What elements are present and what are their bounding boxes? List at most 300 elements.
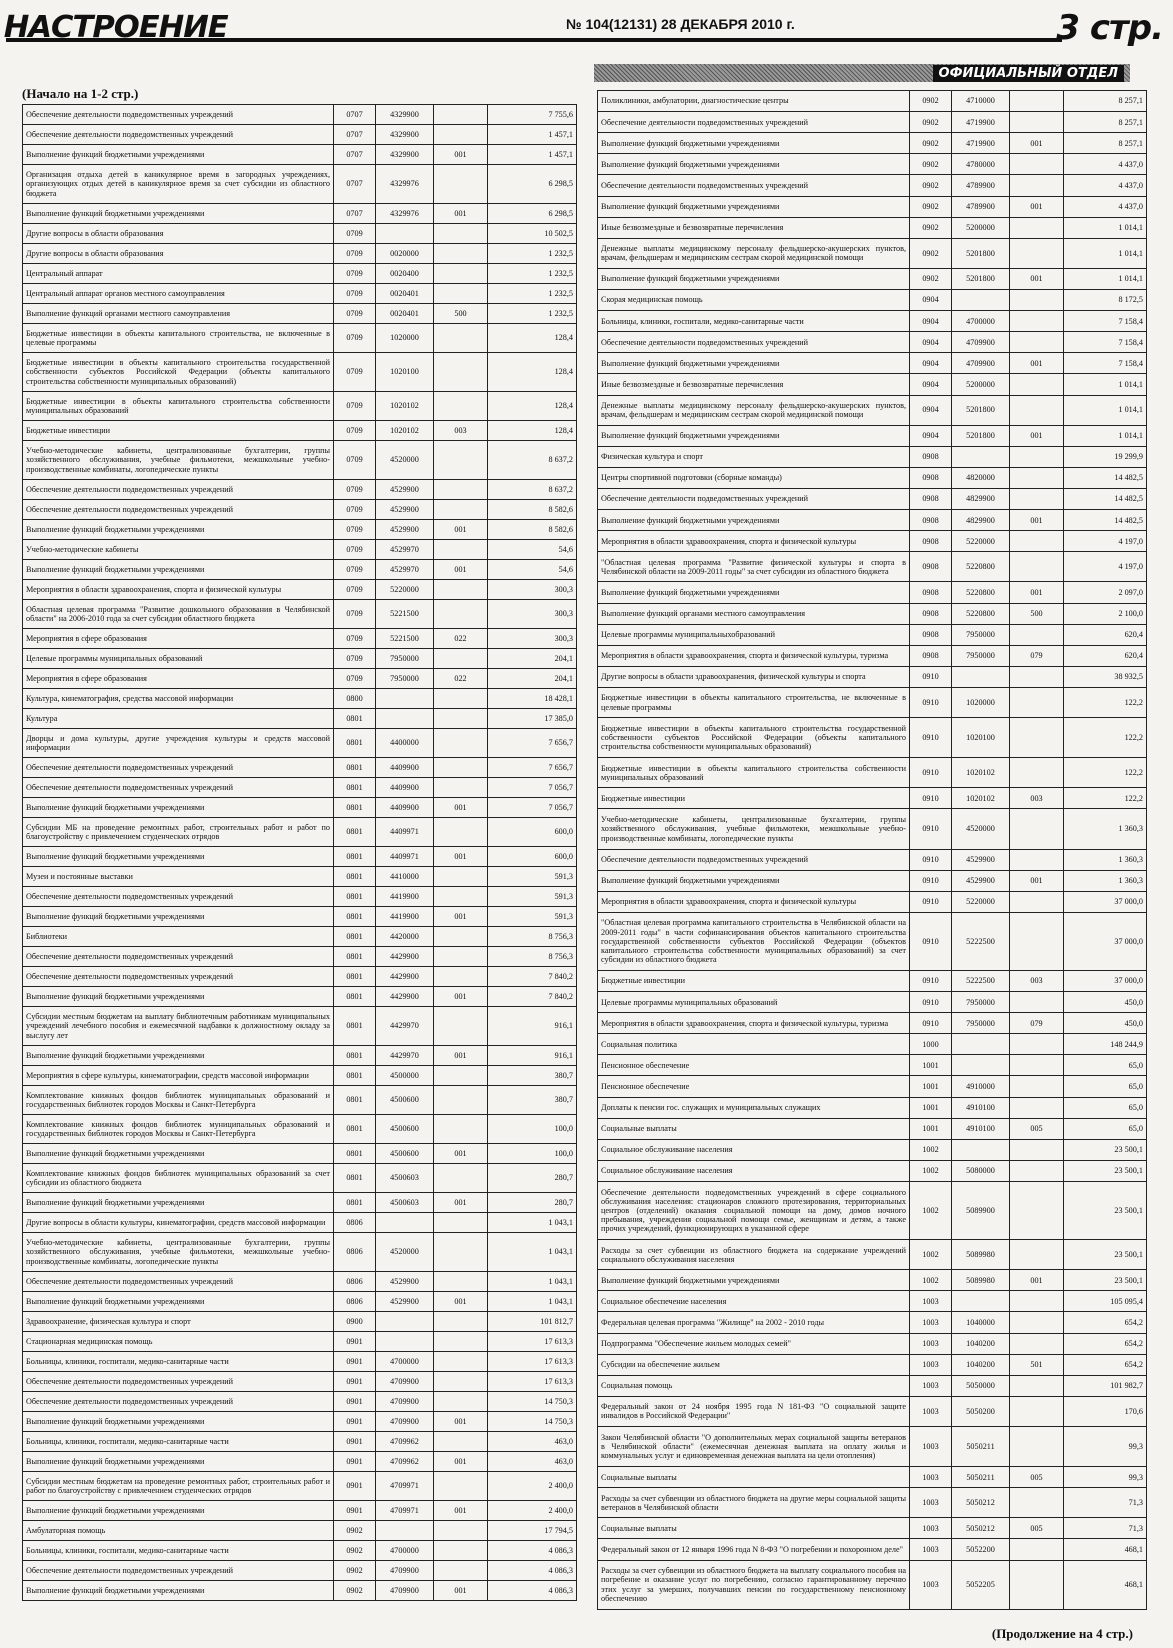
- target-article: 4700000: [952, 311, 1010, 332]
- item-name: Бюджетные инвестиции: [23, 421, 334, 441]
- section-code: 0910: [910, 788, 952, 809]
- target-article: 5220000: [376, 580, 434, 600]
- expense-type: 005: [1010, 1467, 1064, 1488]
- item-name: Дворцы и дома культуры, другие учреждения культуры и средств массовой информации: [23, 729, 334, 758]
- section-code: 0806: [334, 1292, 376, 1312]
- table-row: [598, 1160, 1147, 1181]
- expense-type: [434, 441, 488, 480]
- expense-type: [434, 947, 488, 967]
- item-name: Выполнение функций бюджетными учреждениями: [23, 987, 334, 1007]
- amount: 7 755,6: [488, 105, 577, 125]
- target-article: 1020102: [952, 788, 1010, 809]
- item-name: Иные безвозмездные и безвозвратные перечисления: [598, 217, 910, 238]
- amount: 591,3: [488, 867, 577, 887]
- amount: 105 095,4: [1064, 1291, 1147, 1312]
- table-row: [598, 196, 1147, 217]
- target-article: 5200000: [952, 374, 1010, 395]
- amount: 7 840,2: [488, 987, 577, 1007]
- target-article: 4520000: [376, 441, 434, 480]
- table-row: [23, 1561, 577, 1581]
- target-article: 5080000: [952, 1160, 1010, 1181]
- budget-table-right: [597, 90, 1147, 1610]
- section-code: 0709: [334, 353, 376, 392]
- section-code: 0908: [910, 446, 952, 467]
- section-code: 0801: [334, 1046, 376, 1066]
- amount: 1 232,5: [488, 284, 577, 304]
- table-row: [598, 788, 1147, 809]
- amount: 6 298,5: [488, 204, 577, 224]
- table-row: [23, 1213, 577, 1233]
- table-row: [23, 1086, 577, 1115]
- expense-type: [434, 778, 488, 798]
- target-article: 4529970: [376, 540, 434, 560]
- target-article: 4409971: [376, 847, 434, 867]
- section-code: 0902: [910, 133, 952, 154]
- amount: 100,0: [488, 1115, 577, 1144]
- item-name: Больницы, клиники, госпитали, медико-санитарные части: [23, 1432, 334, 1452]
- amount: 4 197,0: [1064, 552, 1147, 582]
- expense-type: 501: [1010, 1354, 1064, 1375]
- expense-type: [434, 1561, 488, 1581]
- table-row: [598, 1312, 1147, 1333]
- expense-type: [1010, 332, 1064, 353]
- section-code: 0902: [910, 154, 952, 175]
- amount: 65,0: [1064, 1076, 1147, 1097]
- table-row: [23, 1332, 577, 1352]
- section-code: 0904: [910, 289, 952, 310]
- target-article: 4409900: [376, 778, 434, 798]
- amount: 463,0: [488, 1452, 577, 1472]
- table-row: [23, 500, 577, 520]
- target-article: 4329900: [376, 125, 434, 145]
- section-code: 0910: [910, 849, 952, 870]
- section-code: 1003: [910, 1354, 952, 1375]
- section-code: 0902: [910, 217, 952, 238]
- item-name: Обеспечение деятельности подведомственных учреждений: [23, 125, 334, 145]
- target-article: 1020100: [376, 353, 434, 392]
- section-code: 0709: [334, 392, 376, 421]
- expense-type: 003: [1010, 970, 1064, 991]
- item-name: Субсидии МБ на проведение ремонтных работ, строительных работ и работ по благоустройству с привлечением студенческих отрядов: [23, 818, 334, 847]
- table-row: [23, 1007, 577, 1046]
- item-name: Федеральный закон от 24 ноября 1995 года N 181-ФЗ "О социальной защите инвалидов в Российской Федерации": [598, 1396, 910, 1426]
- expense-type: [434, 887, 488, 907]
- table-row: [598, 970, 1147, 991]
- amount: 7 656,7: [488, 758, 577, 778]
- item-name: Обеспечение деятельности подведомственных учреждений в сфере социального обслуживания населения: стационаров сложного протезирования, территориальных центров (отделений) оказания социальной помощи на дому, домов ночного пребывания, учреждения социальной помощи семье, женщинам и детям, а также прочих учреждений, функционирующих в указанной сфере: [598, 1182, 910, 1240]
- item-name: Обеспечение деятельности подведомственных учреждений: [23, 887, 334, 907]
- budget-table-left-body: [23, 105, 577, 1601]
- item-name: Поликлиники, амбулатории, диагностические центры: [598, 91, 910, 112]
- amount: 468,1: [1064, 1539, 1147, 1560]
- amount: 65,0: [1064, 1118, 1147, 1139]
- target-article: 5221500: [376, 629, 434, 649]
- item-name: Мероприятия в сфере образования: [23, 629, 334, 649]
- table-row: [23, 867, 577, 887]
- section-code: 0801: [334, 1144, 376, 1164]
- expense-type: 005: [1010, 1118, 1064, 1139]
- section-code: 1003: [910, 1291, 952, 1312]
- section-code: 0709: [334, 480, 376, 500]
- amount: 122,2: [1064, 687, 1147, 717]
- target-article: 5201800: [952, 425, 1010, 446]
- amount: 18 428,1: [488, 689, 577, 709]
- section-code: 0707: [334, 165, 376, 204]
- target-article: 4500600: [376, 1115, 434, 1144]
- amount: 8 257,1: [1064, 112, 1147, 133]
- table-row: [23, 847, 577, 867]
- amount: 654,2: [1064, 1333, 1147, 1354]
- section-code: 0801: [334, 967, 376, 987]
- item-name: Скорая медицинская помощь: [598, 289, 910, 310]
- amount: 591,3: [488, 907, 577, 927]
- amount: 122,2: [1064, 758, 1147, 788]
- section-code: 0801: [334, 1164, 376, 1193]
- section-code: 0901: [334, 1472, 376, 1501]
- section-code: 0709: [334, 324, 376, 353]
- target-article: 4429900: [376, 967, 434, 987]
- target-article: 5200000: [952, 217, 1010, 238]
- target-article: 7950000: [952, 645, 1010, 666]
- expense-type: [1010, 666, 1064, 687]
- target-article: 4709900: [952, 332, 1010, 353]
- item-name: Выполнение функций бюджетными учреждениями: [598, 510, 910, 531]
- table-row: [598, 425, 1147, 446]
- section-code: 1003: [910, 1488, 952, 1518]
- item-name: Мероприятия в сфере образования: [23, 669, 334, 689]
- amount: 8 582,6: [488, 520, 577, 540]
- item-name: Выполнение функций бюджетными учреждениями: [598, 133, 910, 154]
- item-name: Областная целевая программа "Развитие дошкольного образования в Челябинской области" на 2006-2010 года за счет субсидии областного бюджета: [23, 600, 334, 629]
- amount: 23 500,1: [1064, 1139, 1147, 1160]
- amount: 14 750,3: [488, 1392, 577, 1412]
- expense-type: 001: [434, 520, 488, 540]
- target-article: 4910100: [952, 1097, 1010, 1118]
- amount: 14 482,5: [1064, 467, 1147, 488]
- item-name: Денежные выплаты медицинскому персоналу фельдшерско-акушерских пунктов, врачам, фельдшерам и медицинским сестрам скорой медицинской помощи: [598, 238, 910, 268]
- section-code: 0709: [334, 500, 376, 520]
- section-code: 0904: [910, 374, 952, 395]
- item-name: Федеральная целевая программа "Жилище" на 2002 - 2010 годы: [598, 1312, 910, 1333]
- item-name: Выполнение функций бюджетными учреждениями: [23, 204, 334, 224]
- item-name: Обеспечение деятельности подведомственных учреждений: [23, 1392, 334, 1412]
- section-code: 0801: [334, 987, 376, 1007]
- section-code: 0904: [910, 332, 952, 353]
- amount: 122,2: [1064, 718, 1147, 758]
- section-code: 1001: [910, 1055, 952, 1076]
- item-name: Организация отдыха детей в каникулярное время в загородных учреждениях, организующих отдых детей в каникулярное время за счет субсидии из областного бюджета: [23, 165, 334, 204]
- expense-type: [434, 1352, 488, 1372]
- expense-type: [1010, 395, 1064, 425]
- table-row: [598, 112, 1147, 133]
- item-name: Обеспечение деятельности подведомственных учреждений: [23, 500, 334, 520]
- amount: 1 014,1: [1064, 238, 1147, 268]
- table-row: [23, 987, 577, 1007]
- amount: 1 014,1: [1064, 425, 1147, 446]
- item-name: Пенсионное обеспечение: [598, 1076, 910, 1097]
- target-article: 4529900: [952, 849, 1010, 870]
- amount: 468,1: [1064, 1560, 1147, 1609]
- table-row: [23, 1432, 577, 1452]
- expense-type: 001: [434, 1581, 488, 1601]
- amount: 1 014,1: [1064, 374, 1147, 395]
- table-row: [23, 125, 577, 145]
- item-name: Целевые программы муниципальныхобразований: [598, 624, 910, 645]
- amount: 14 482,5: [1064, 488, 1147, 509]
- target-article: 5050212: [952, 1488, 1010, 1518]
- section-code: 0910: [910, 666, 952, 687]
- amount: 450,0: [1064, 1013, 1147, 1034]
- expense-type: [434, 1007, 488, 1046]
- amount: 7 158,4: [1064, 353, 1147, 374]
- item-name: Социальная помощь: [598, 1375, 910, 1396]
- table-row: [598, 1139, 1147, 1160]
- target-article: 4709900: [952, 353, 1010, 374]
- amount: 8 637,2: [488, 441, 577, 480]
- table-row: [598, 687, 1147, 717]
- amount: 54,6: [488, 540, 577, 560]
- target-article: 4520000: [952, 809, 1010, 849]
- table-row: [598, 718, 1147, 758]
- table-row: [23, 818, 577, 847]
- target-article: 4709962: [376, 1452, 434, 1472]
- section-code: 0801: [334, 887, 376, 907]
- table-row: [23, 778, 577, 798]
- section-code: 0801: [334, 709, 376, 729]
- amount: 128,4: [488, 353, 577, 392]
- table-row: [598, 238, 1147, 268]
- item-name: Иные безвозмездные и безвозвратные перечисления: [598, 374, 910, 395]
- item-name: Культура, кинематография, средства массовой информации: [23, 689, 334, 709]
- item-name: Музеи и постоянные выставки: [23, 867, 334, 887]
- target-article: 1020102: [376, 392, 434, 421]
- expense-type: 001: [434, 1452, 488, 1472]
- section-code: 0801: [334, 798, 376, 818]
- expense-type: 001: [1010, 582, 1064, 603]
- item-name: Обеспечение деятельности подведомственных учреждений: [598, 332, 910, 353]
- item-name: Выполнение функций органами местного самоуправления: [23, 304, 334, 324]
- expense-type: [434, 1541, 488, 1561]
- section-code: 0709: [334, 244, 376, 264]
- section-code: 0806: [334, 1213, 376, 1233]
- amount: 4 437,0: [1064, 154, 1147, 175]
- item-name: Учебно-методические кабинеты, централизованные бухгалтерии, группы хозяйственного обслуживания, учебные фильмотеки, межшкольные учебно-производственные комбинаты, логопедические пункты: [23, 1233, 334, 1272]
- amount: 10 502,5: [488, 224, 577, 244]
- amount: 100,0: [488, 1144, 577, 1164]
- section-code: 0908: [910, 582, 952, 603]
- section-code: 0707: [334, 125, 376, 145]
- amount: 300,3: [488, 600, 577, 629]
- expense-type: [434, 165, 488, 204]
- section-code: 0902: [910, 91, 952, 112]
- amount: 128,4: [488, 421, 577, 441]
- section-code: 1003: [910, 1396, 952, 1426]
- table-row: [598, 1539, 1147, 1560]
- expense-type: [434, 758, 488, 778]
- amount: 380,7: [488, 1086, 577, 1115]
- section-code: 1003: [910, 1518, 952, 1539]
- item-name: Обеспечение деятельности подведомственных учреждений: [23, 947, 334, 967]
- table-row: [598, 1055, 1147, 1076]
- amount: 8 172,5: [1064, 289, 1147, 310]
- target-article: 7950000: [952, 1013, 1010, 1034]
- target-article: 0020000: [376, 244, 434, 264]
- expense-type: [434, 392, 488, 421]
- target-article: [952, 446, 1010, 467]
- expense-type: [1010, 1034, 1064, 1055]
- expense-type: 001: [434, 1193, 488, 1213]
- target-article: 1020100: [952, 718, 1010, 758]
- amount: 2 100,0: [1064, 603, 1147, 624]
- target-article: 5222500: [952, 970, 1010, 991]
- amount: 101 982,7: [1064, 1375, 1147, 1396]
- amount: 17 794,5: [488, 1521, 577, 1541]
- expense-type: [434, 244, 488, 264]
- section-code: 1003: [910, 1312, 952, 1333]
- amount: 1 360,3: [1064, 809, 1147, 849]
- item-name: Обеспечение деятельности подведомственных учреждений: [23, 1561, 334, 1581]
- amount: 1 457,1: [488, 145, 577, 165]
- amount: 8 582,6: [488, 500, 577, 520]
- section-code: 0901: [334, 1501, 376, 1521]
- page-number: 3 стр.: [1056, 8, 1163, 48]
- amount: 463,0: [488, 1432, 577, 1452]
- section-code: 0801: [334, 867, 376, 887]
- expense-type: [434, 1115, 488, 1144]
- section-code: 0901: [334, 1352, 376, 1372]
- table-row: [598, 849, 1147, 870]
- table-row: [23, 1501, 577, 1521]
- table-row: [23, 709, 577, 729]
- section-code: 0709: [334, 540, 376, 560]
- table-row: [23, 1046, 577, 1066]
- target-article: [952, 1034, 1010, 1055]
- amount: 17 613,3: [488, 1372, 577, 1392]
- table-row: [598, 268, 1147, 289]
- expense-type: 001: [434, 798, 488, 818]
- expense-type: 001: [434, 907, 488, 927]
- item-name: "Областная целевая программа капитального строительства в Челябинской области на 2009-2011 годы" в части софинансирования объектов капитального строительства государственной собственности субъектов Российской Федерации (объектов капитального строительства собственности муниципальных образований) за счет субсидии из областного бюджета: [598, 912, 910, 970]
- amount: 1 232,5: [488, 264, 577, 284]
- item-name: Выполнение функций бюджетными учреждениями: [598, 353, 910, 374]
- item-name: Социальное обслуживание населения: [598, 1160, 910, 1181]
- table-row: [598, 666, 1147, 687]
- target-article: 1020000: [376, 324, 434, 353]
- section-code: 0901: [334, 1452, 376, 1472]
- item-name: Больницы, клиники, госпитали, медико-санитарные части: [23, 1352, 334, 1372]
- table-row: [598, 1291, 1147, 1312]
- item-name: Выполнение функций бюджетными учреждениями: [598, 268, 910, 289]
- section-code: 0709: [334, 520, 376, 540]
- target-article: [376, 709, 434, 729]
- section-code: 0904: [910, 425, 952, 446]
- amount: 17 613,3: [488, 1352, 577, 1372]
- table-row: [23, 689, 577, 709]
- expense-type: [1010, 467, 1064, 488]
- expense-type: [434, 867, 488, 887]
- table-row: [598, 1375, 1147, 1396]
- section-code: 0904: [910, 353, 952, 374]
- table-row: [598, 353, 1147, 374]
- table-row: [598, 891, 1147, 912]
- item-name: Выполнение функций бюджетными учреждениями: [23, 1292, 334, 1312]
- expense-type: [434, 105, 488, 125]
- item-name: Выполнение функций бюджетными учреждениями: [23, 520, 334, 540]
- item-name: Расходы за счет субвенции из областного бюджета на выплату социального пособия на погребение и оказание услуг по погребению, согласно гарантированному перечню этих услуг за умерших, получавших пенсии по государственному пенсионному обеспечению: [598, 1560, 910, 1609]
- section-code: 0902: [334, 1521, 376, 1541]
- expense-type: [434, 480, 488, 500]
- amount: 620,4: [1064, 645, 1147, 666]
- table-row: [23, 729, 577, 758]
- item-name: Обеспечение деятельности подведомственных учреждений: [23, 1372, 334, 1392]
- target-article: 4709900: [376, 1372, 434, 1392]
- item-name: Выполнение функций бюджетными учреждениями: [23, 798, 334, 818]
- table-row: [23, 1372, 577, 1392]
- expense-type: [1010, 1333, 1064, 1354]
- item-name: Стационарная медицинская помощь: [23, 1332, 334, 1352]
- item-name: Выполнение функций бюджетными учреждениями: [23, 847, 334, 867]
- amount: 23 500,1: [1064, 1270, 1147, 1291]
- expense-type: [434, 1372, 488, 1392]
- expense-type: [434, 729, 488, 758]
- amount: 37 000,0: [1064, 970, 1147, 991]
- section-code: 0910: [910, 870, 952, 891]
- amount: 38 932,5: [1064, 666, 1147, 687]
- expense-type: [434, 284, 488, 304]
- amount: 300,3: [488, 580, 577, 600]
- item-name: Мероприятия в области здравоохранения, спорта и физической культуры, туризма: [598, 645, 910, 666]
- section-bar: [594, 64, 1130, 82]
- expense-type: [1010, 1312, 1064, 1333]
- item-name: Обеспечение деятельности подведомственных учреждений: [23, 105, 334, 125]
- target-article: 4709962: [376, 1432, 434, 1452]
- section-code: 0709: [334, 560, 376, 580]
- item-name: Выполнение функций бюджетными учреждениями: [598, 425, 910, 446]
- item-name: Мероприятия в сфере культуры, кинематографии, средств массовой информации: [23, 1066, 334, 1086]
- amount: 4 086,3: [488, 1561, 577, 1581]
- item-name: Больницы, клиники, госпитали, медико-санитарные части: [598, 311, 910, 332]
- item-name: Обеспечение деятельности подведомственных учреждений: [23, 778, 334, 798]
- section-code: 0902: [334, 1581, 376, 1601]
- section-code: 0902: [334, 1561, 376, 1581]
- table-row: [23, 967, 577, 987]
- item-name: Бюджетные инвестиции в объекты капитального строительства государственной собственности субъектов Российской Федерации (объекты капитального строительства собственности муниципальных образований): [598, 718, 910, 758]
- amount: 204,1: [488, 649, 577, 669]
- amount: 23 500,1: [1064, 1182, 1147, 1240]
- table-row: [23, 244, 577, 264]
- amount: 99,3: [1064, 1427, 1147, 1467]
- expense-type: [1010, 1139, 1064, 1160]
- table-row: [23, 353, 577, 392]
- section-code: 0801: [334, 778, 376, 798]
- table-row: [598, 1396, 1147, 1426]
- expense-type: [434, 500, 488, 520]
- table-row: [23, 669, 577, 689]
- amount: 280,7: [488, 1193, 577, 1213]
- item-name: Мероприятия в области здравоохранения, спорта и физической культуры: [598, 891, 910, 912]
- table-row: [598, 154, 1147, 175]
- amount: 600,0: [488, 818, 577, 847]
- expense-type: [434, 927, 488, 947]
- target-article: 5052200: [952, 1539, 1010, 1560]
- item-name: Учебно-методические кабинеты, централизованные бухгалтерии, группы хозяйственного обслуживания, учебные фильмотеки, межшкольные учебно-производственные комбинаты, логопедические пункты: [598, 809, 910, 849]
- target-article: 1020102: [952, 758, 1010, 788]
- amount: 122,2: [1064, 788, 1147, 809]
- amount: 17 385,0: [488, 709, 577, 729]
- item-name: Пенсионное обеспечение: [598, 1055, 910, 1076]
- target-article: 4429900: [376, 947, 434, 967]
- item-name: Обеспечение деятельности подведомственных учреждений: [23, 480, 334, 500]
